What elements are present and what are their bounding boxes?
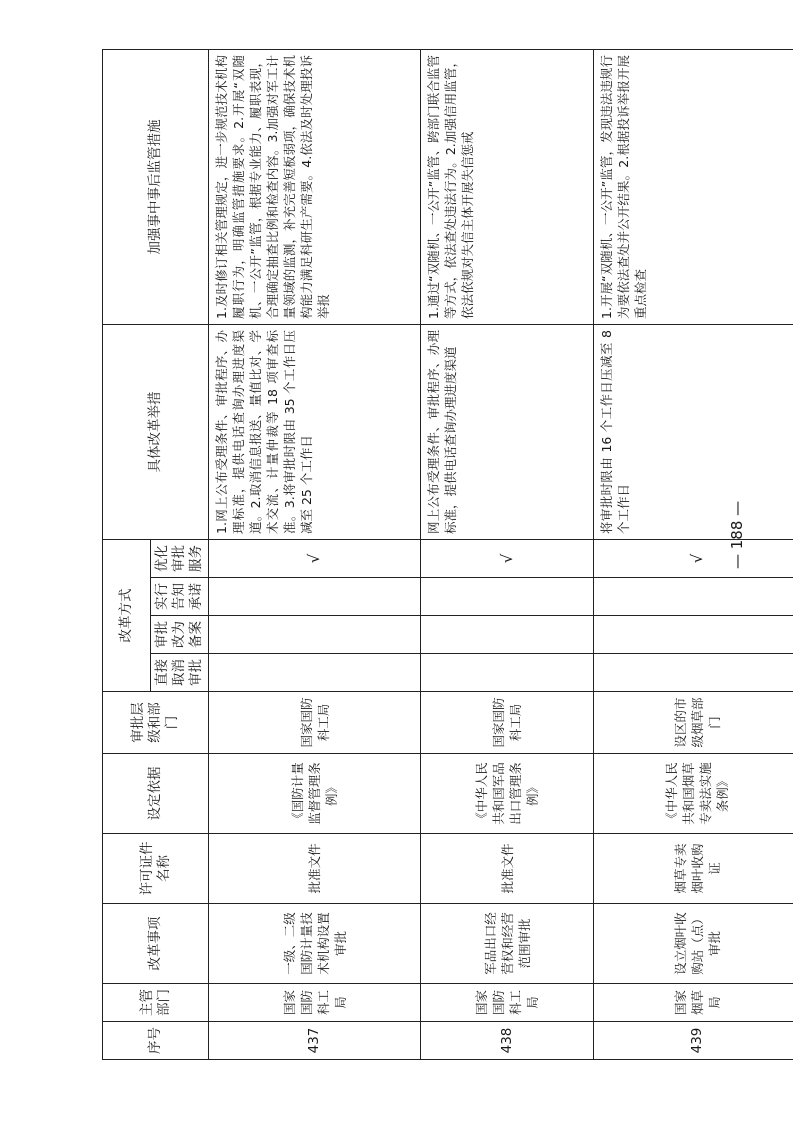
header-supervision: 加强事中事后监管措施 [103, 50, 209, 325]
table-row [421, 50, 593, 1060]
row-m2 [421, 616, 593, 654]
row-basis: 《中华人民共和国烟草专卖法实施条例》 [593, 754, 793, 834]
row-m4-check: √ [593, 540, 793, 578]
header-measures: 具体改革举措 [103, 325, 209, 540]
row-dept: 国家国防科工局 [421, 984, 593, 1022]
row-item: 一级、二级国防计量技术机构设置审批 [209, 904, 421, 984]
table-row [209, 50, 421, 1060]
row-dept: 国家国防科工局 [209, 984, 421, 1022]
row-dept: 国家烟草局 [593, 984, 793, 1022]
row-m3 [421, 578, 593, 616]
header-seq: 序号 [103, 1022, 209, 1060]
row-m2 [209, 616, 421, 654]
row-m4-check: √ [209, 540, 421, 578]
row-m3 [593, 578, 793, 616]
reform-table [102, 49, 793, 1060]
header-license: 许可证件名称 [103, 834, 209, 904]
row-measures: 网上公布受理条件、审批程序、办理标准，提供电话查询办理进度渠道 [421, 325, 593, 540]
row-license: 批准文件 [209, 834, 421, 904]
rotated-table-container [102, 50, 793, 1060]
row-measures: 1.网上公布受理条件、审批程序、办理标准，提供电话查询办理进度渠道。2.取消信息报送、量值比对、学术交流、计量仲裁等 18 项审查标准。3.将审批时限由 35 个工作日压减至 25 个工作日 [209, 325, 421, 540]
page-number-text: — 188 — [728, 500, 746, 569]
header-item: 改革事项 [103, 904, 209, 984]
row-level: 设区的市级烟草部门 [593, 692, 793, 754]
row-seq: 439 [593, 1022, 793, 1060]
row-m2 [593, 616, 793, 654]
header-method-group: 改革方式 [103, 540, 151, 692]
row-m1 [421, 654, 593, 692]
row-measures: 将审批时限由 16 个工作日压减至 8 个工作日 [593, 325, 793, 540]
row-m1 [209, 654, 421, 692]
page-number [728, 500, 746, 569]
row-m3 [209, 578, 421, 616]
row-supervision: 1.通过“双随机、一公开”监管、跨部门联合监管等方式，依法查处违法行为。2.加强信用监管，依法依规对失信主体开展失信惩戒 [421, 50, 593, 325]
header-m4: 优化审批服务 [151, 540, 209, 578]
row-level: 国家国防科工局 [421, 692, 593, 754]
row-seq: 437 [209, 1022, 421, 1060]
header-m1: 直接取消审批 [151, 654, 209, 692]
table-row [593, 50, 793, 1060]
row-item: 军品出口经营权和经营范围审批 [421, 904, 593, 984]
row-item: 设立烟叶收购站（点）审批 [593, 904, 793, 984]
row-basis: 《国防计量监督管理条例》 [209, 754, 421, 834]
row-m4-check: √ [421, 540, 593, 578]
row-m1 [593, 654, 793, 692]
header-m3: 实行告知承诺 [151, 578, 209, 616]
row-supervision: 1.及时修订相关管理规定，进一步规范技术机构履职行为，明确监管措施要求。2.开展“双随机、一公开”监管，根据专业能力、履职表现，合理确定抽查比例和检查内容。3.加强对军工计量领域的监测，补充完善短板弱项，确保技术机构能力满足科研生产需要。4.依法及时处理投诉举报 [209, 50, 421, 325]
row-basis: 《中华人民共和国军品出口管理条例》 [421, 754, 593, 834]
row-seq: 438 [421, 1022, 593, 1060]
row-level: 国家国防科工局 [209, 692, 421, 754]
header-row-1 [103, 50, 151, 1060]
row-supervision: 1.开展“双随机、一公开”监管，发现违法违规行为要依法查处并公开结果。2.根据投诉举报开展重点检查 [593, 50, 793, 325]
row-license: 批准文件 [421, 834, 593, 904]
row-license: 烟草专卖烟叶收购证 [593, 834, 793, 904]
header-m2: 审批改为备案 [151, 616, 209, 654]
header-level: 审批层级和部门 [103, 692, 209, 754]
header-basis: 设定依据 [103, 754, 209, 834]
header-dept: 主管部门 [103, 984, 209, 1022]
